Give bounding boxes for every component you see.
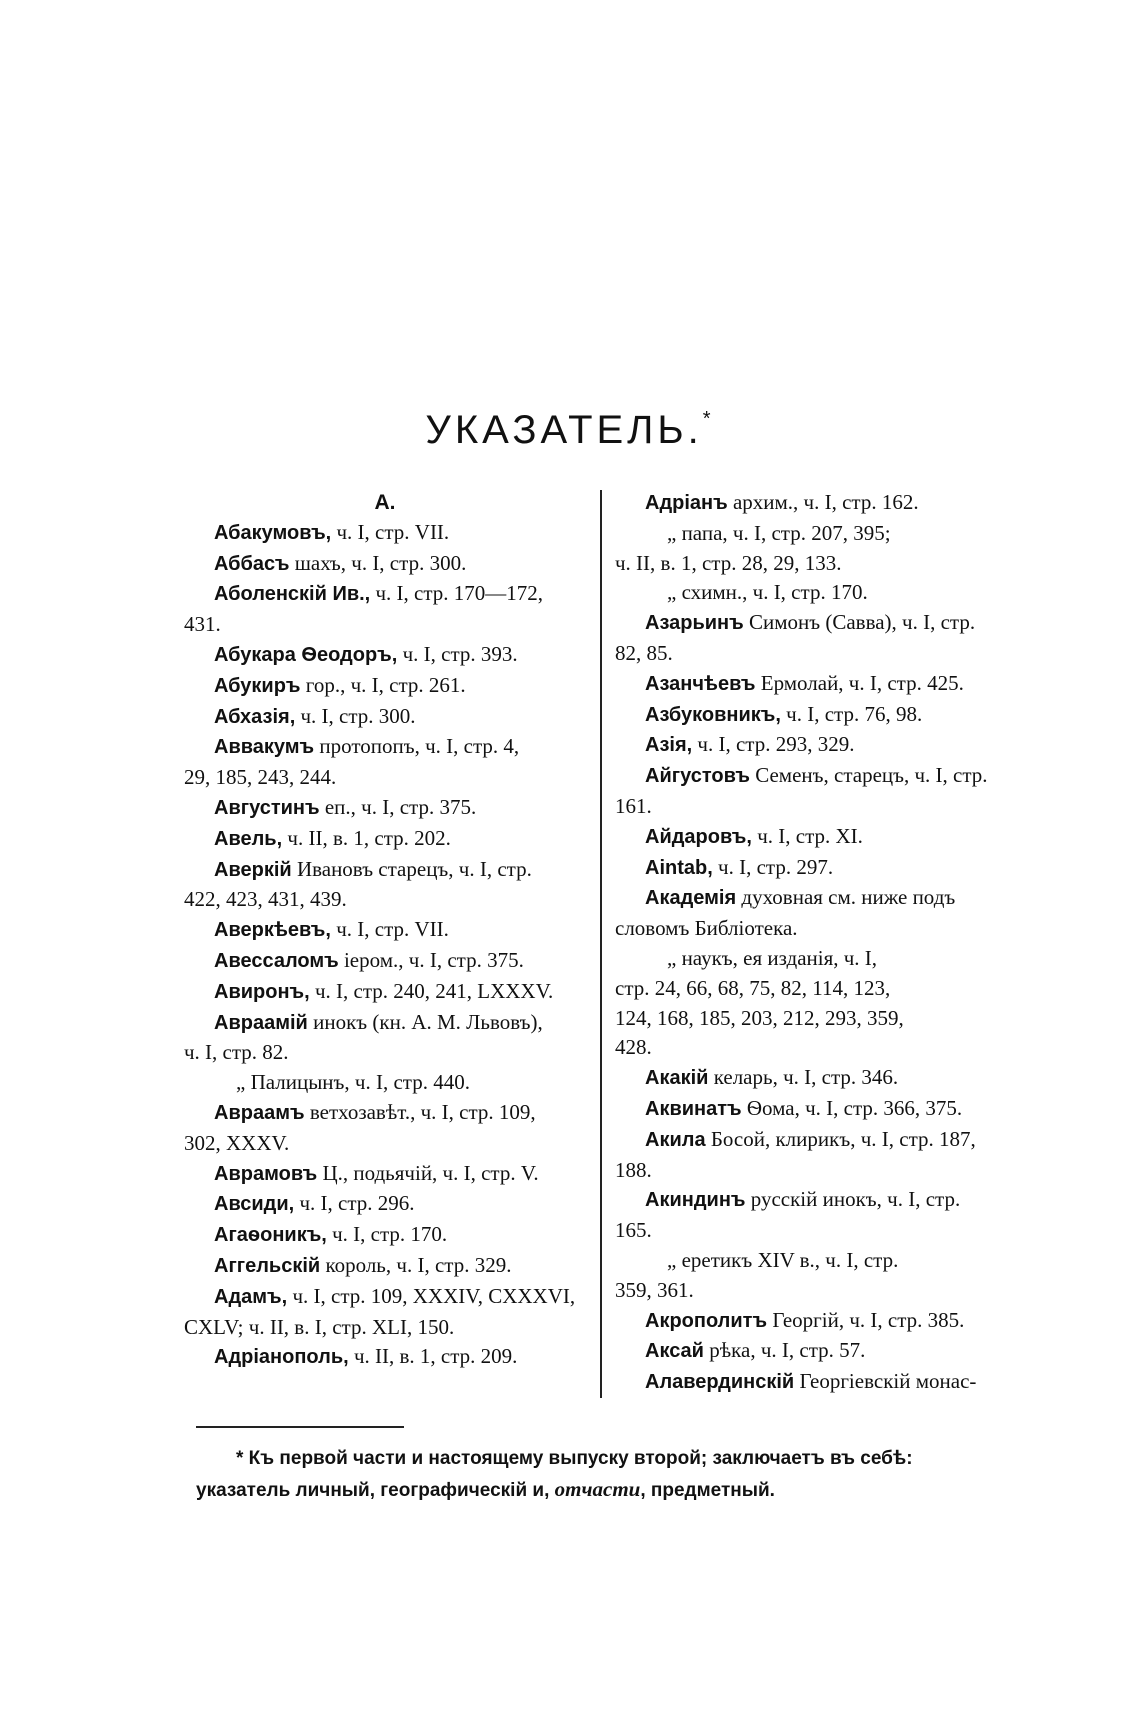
index-headword: Аверкій [214,858,292,881]
index-line [184,1129,586,1159]
index-reference: Семенъ, старецъ, ч. I, стр. [749,763,988,788]
index-line [615,822,1017,853]
index-line [184,946,586,977]
index-line [615,792,1017,822]
page-title [0,408,1140,453]
index-headword: Авсиди, [214,1193,295,1216]
footnote-line-2b: , предметный. [640,1480,775,1501]
index-line [615,639,1017,669]
index-line [615,1063,1017,1094]
index-headword: Адріанъ [645,492,728,514]
index-reference: 82, 85. [615,640,673,665]
index-reference: ч. II, в. 1, стр. 209. [348,1344,518,1369]
index-headword: Аболенскій Ив., [214,583,371,606]
index-line [615,1306,1017,1337]
index-reference: протопопъ, ч. I, стр. 4, [314,734,520,759]
index-reference: рѣка, ч. I, стр. 57. [703,1338,866,1363]
index-line [615,669,1017,700]
index-headword: Aintab, [645,856,713,879]
index-reference: ч. I, стр. 170. [326,1222,448,1247]
index-headword: Авиронъ, [214,980,310,1003]
index-line [615,1185,1017,1216]
index-line [615,700,1017,731]
index-reference: „ наукъ, ея изданія, ч. I, [667,945,878,970]
footnote-line-2a: указатель личный, географическій и, [196,1480,555,1501]
index-line [184,1342,586,1373]
index-headword: Академія [645,887,737,910]
index-line [615,578,1017,608]
index-line [184,793,586,824]
index-line [184,1098,586,1129]
index-reference: инокъ (кн. А. М. Львовъ), [307,1009,543,1034]
index-reference: духовная см. ниже подъ [736,885,956,910]
footnote-italic: отчасти [554,1477,641,1501]
section-letter: А. [374,491,396,514]
index-line [184,549,586,580]
index-line [615,974,1017,1004]
left-column [184,488,586,1373]
index-reference: ч. I, стр. 393. [397,641,518,666]
index-headword: Августинъ [214,796,320,819]
index-line [615,1125,1017,1156]
index-reference: ч. II, в. 1, стр. 28, 29, 133. [615,550,842,575]
index-reference: „ Палицынъ, ч. I, стр. 440. [236,1070,470,1095]
index-reference: Георгій, ч. I, стр. 385. [767,1307,965,1332]
index-reference: ч. I, стр. 109, XXXIV, CXXXVI, [287,1283,576,1308]
index-headword: Абхазія, [214,705,296,728]
footnote-line-1: * Къ первой части и настоящему выпуску второй; заключаетъ въ себѣ: [236,1448,913,1469]
index-reference: CXLV; ч. II, в. I, стр. XLI, 150. [184,1314,455,1339]
index-line [184,702,586,733]
index-headword: Азарьинъ [645,612,744,635]
index-line [184,885,586,915]
index-line [184,1159,586,1190]
index-headword: Айдаровъ, [645,825,752,848]
index-headword: Авраамъ [214,1101,305,1124]
index-headword: Айгустовъ [645,765,750,788]
index-reference: ч. I, стр. 297. [712,854,834,879]
index-headword: Акакій [645,1067,709,1090]
index-line [615,1246,1017,1276]
index-headword: Акрополитъ [645,1309,768,1332]
index-headword: Агаѳоникъ, [214,1224,327,1247]
index-line [615,914,1017,944]
index-line [615,1156,1017,1186]
left-entries [184,518,586,1373]
index-headword: Алавердинскій [645,1371,795,1394]
index-headword: Аврамовъ [214,1162,318,1185]
index-reference: 428. [615,1035,652,1060]
column-divider [600,490,602,1398]
index-line [184,1220,586,1251]
index-headword: Акила [645,1128,706,1151]
index-line [615,1276,1017,1306]
index-reference: „ еретикъ XIV в., ч. I, стр. [667,1247,899,1272]
index-line [615,1216,1017,1246]
index-reference: шахъ, ч. I, стр. 300. [289,550,467,575]
index-line [615,730,1017,761]
index-headword: Аввакумъ [214,736,315,759]
index-reference: ч. II, в. 1, стр. 202. [282,825,451,850]
index-headword: Аверкѣевъ, [214,919,331,942]
index-reference: 161. [615,793,652,818]
index-reference: 165. [615,1218,652,1243]
footnote [196,1443,1016,1506]
index-line [615,1033,1017,1063]
index-line [615,853,1017,884]
index-line [615,761,1017,792]
index-reference: ч. I, стр. 240, 241, LXXXV. [309,978,554,1003]
index-line [184,1313,586,1343]
index-line [615,1004,1017,1034]
index-reference: русскій инокъ, ч. I, стр. [745,1187,961,1212]
index-reference: 302, XXXV. [184,1130,290,1155]
index-headword: Азанчѣевъ [645,672,756,695]
index-reference: ч. I, стр. 76, 98. [780,701,923,726]
index-line [615,549,1017,579]
index-reference: „ папа, ч. I, стр. 207, 395; [667,520,891,545]
index-headword: Адамъ, [214,1285,288,1308]
index-line [184,518,586,549]
index-reference: ч. I, стр. 300. [295,703,416,728]
index-line [184,732,586,763]
index-headword: Азія, [645,734,693,757]
index-line [615,883,1017,914]
right-entries [615,488,1017,1398]
index-headword: Абукиръ [214,674,301,697]
index-line [184,1189,586,1220]
index-headword: Абукара Ѳеодоръ, [214,643,398,666]
index-reference: Ѳома, ч. I, стр. 366, 375. [741,1095,963,1120]
index-reference: 188. [615,1157,652,1182]
index-reference: гор., ч. I, стр. 261. [300,672,466,697]
index-reference: 422, 423, 431, 439. [184,887,347,912]
index-reference: 29, 185, 243, 244. [184,765,337,790]
index-reference: Ивановъ старецъ, ч. I, стр. [291,856,532,881]
index-headword: Авессаломъ [214,949,339,972]
index-reference: 431. [184,612,221,637]
index-line [184,1282,586,1313]
title-footnote-mark: * [702,408,715,430]
index-reference: ч. I, стр. 82. [184,1040,289,1065]
index-line [184,1038,586,1068]
index-reference: Ц., подьячій, ч. I, стр. V. [317,1160,539,1185]
index-headword: Аббасъ [214,552,290,575]
index-reference: ч. I, стр. XI. [751,823,863,848]
index-line [184,763,586,793]
index-reference: ч. I, стр. 293, 329. [692,732,855,757]
index-line [184,1251,586,1282]
index-line [615,488,1017,519]
index-reference: ч. I, стр. 170—172, [370,581,544,606]
index-headword: Аксай [645,1340,704,1363]
index-line [184,1008,586,1039]
index-line [184,824,586,855]
index-reference: король, ч. I, стр. 329. [320,1252,512,1277]
index-line [184,610,586,640]
index-line [615,1094,1017,1125]
index-reference: ч. I, стр. VII. [331,519,450,544]
index-headword: Азбуковникъ, [645,703,781,726]
index-line [615,1336,1017,1367]
index-reference: архим., ч. I, стр. 162. [727,490,919,514]
index-line [184,1068,586,1098]
right-column [615,488,1017,1398]
index-headword: Аггельскій [214,1254,321,1277]
index-headword: Абакумовъ, [214,521,332,544]
index-reference: келарь, ч. I, стр. 346. [708,1065,899,1090]
index-line [615,1367,1017,1398]
index-headword: Авраамій [214,1011,308,1034]
index-reference: ч. I, стр. 296. [294,1191,415,1216]
index-reference: 359, 361. [615,1277,694,1302]
index-line [184,977,586,1008]
index-line [184,855,586,886]
index-line [184,640,586,671]
index-line [184,579,586,610]
index-reference: ветхозавѣт., ч. I, стр. 109, [304,1099,536,1124]
index-headword: Авель, [214,827,283,850]
index-reference: Георгіевскій монас- [794,1369,977,1394]
index-reference: словомъ Библіотека. [615,916,798,941]
index-reference: еп., ч. I, стр. 375. [319,794,477,819]
footnote-rule [196,1426,404,1428]
index-line [184,915,586,946]
index-line [615,519,1017,549]
index-reference: Босой, клирикъ, ч. I, стр. 187, [705,1126,976,1151]
index-reference: Симонъ (Савва), ч. I, стр. [743,610,976,635]
index-headword: Аквинатъ [645,1097,742,1120]
index-reference: 124, 168, 185, 203, 212, 293, 359, [615,1005,904,1030]
index-headword: Акиндинъ [645,1189,746,1212]
index-reference: іером., ч. I, стр. 375. [338,947,524,972]
title-text: УКАЗАТЕЛЬ. [425,408,703,452]
index-line [615,608,1017,639]
index-reference: стр. 24, 66, 68, 75, 82, 114, 123, [615,975,891,1000]
index-headword: Адріанополь, [214,1346,349,1369]
index-reference: Ермолай, ч. I, стр. 425. [755,670,964,695]
index-reference: ч. I, стр. VII. [330,917,449,942]
index-reference: „ схимн., ч. I, стр. 170. [667,580,868,605]
index-line [184,671,586,702]
index-line [615,944,1017,974]
